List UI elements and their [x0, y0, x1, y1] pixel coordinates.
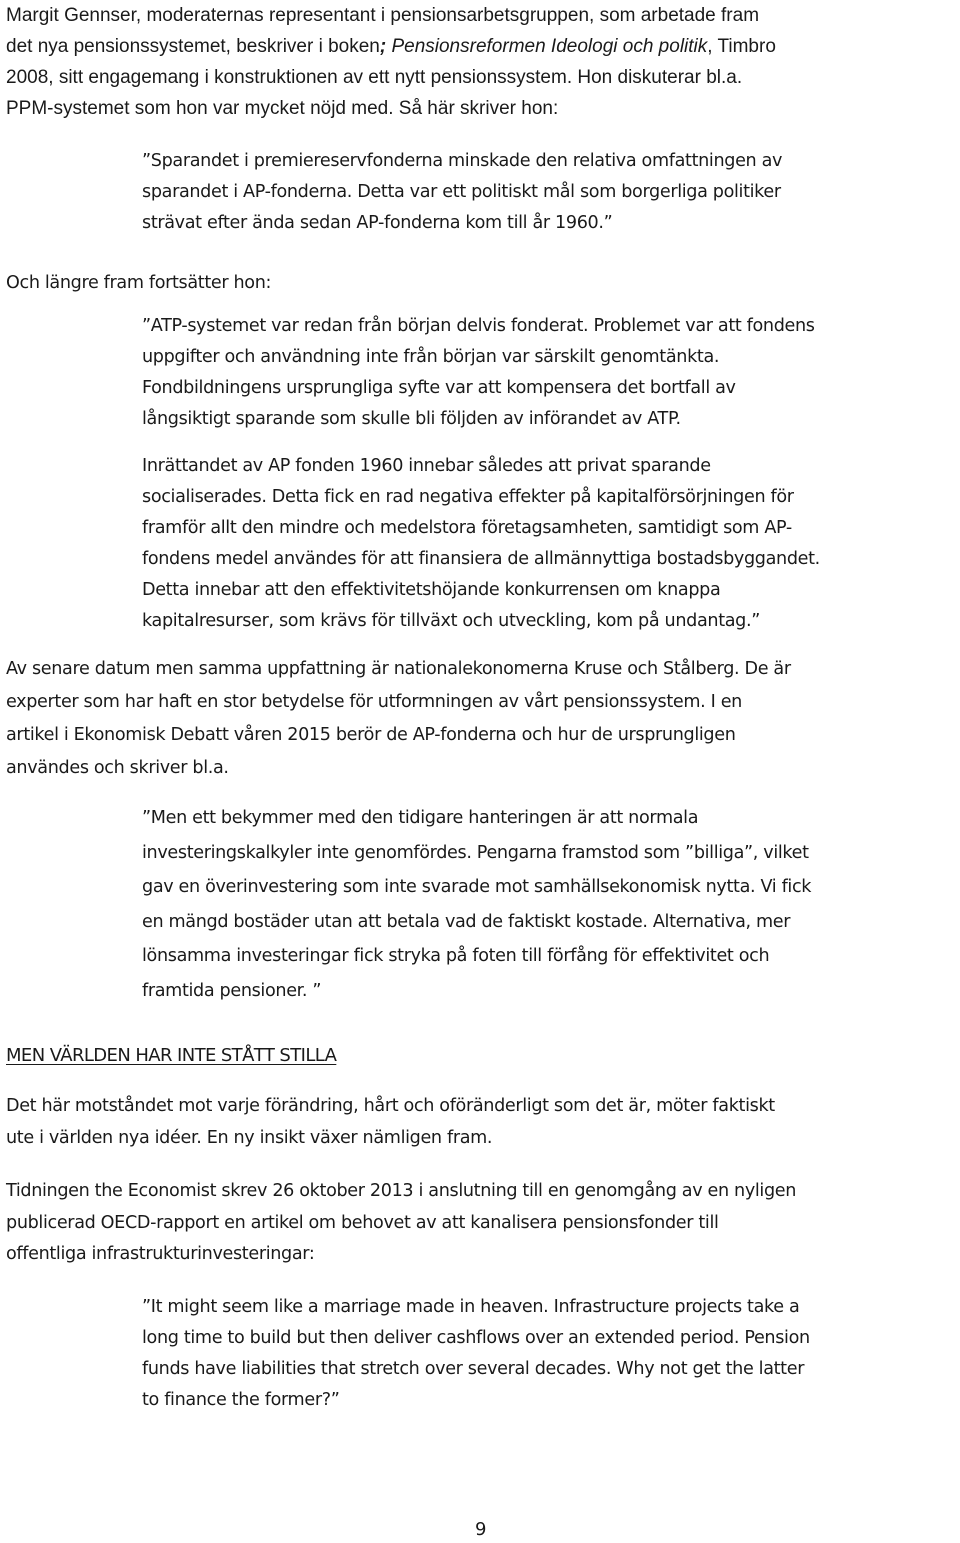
text-line: Tidningen the Economist skrev 26 oktober 2013 i anslutning till en genomgång av en nyligen — [6, 1181, 797, 1201]
text-line: kapitalresurser, som krävs för tillväxt och utveckling, kom på undantag.” — [142, 611, 761, 631]
semicolon: ; — [379, 36, 387, 57]
text-line: Av senare datum men samma uppfattning är nationalekonomerna Kruse och Stålberg. De är — [6, 659, 791, 679]
text-line: socialiserades. Detta fick en rad negativa effekter på kapitalförsörjningen för — [142, 487, 794, 507]
block-quote — [142, 451, 957, 637]
block-quote — [142, 1292, 957, 1416]
text-line: ute i världen nya idéer. En ny insikt växer nämligen fram. — [6, 1127, 493, 1148]
text-line: strävat efter ända sedan AP-fonderna kom till år 1960.” — [142, 213, 613, 233]
intro-paragraph — [6, 0, 956, 124]
continuation-text: Och längre fram fortsätter hon: — [6, 273, 272, 293]
text-line: långsiktigt sparande som skulle bli följden av införandet av ATP. — [142, 409, 681, 429]
body-paragraph — [6, 1091, 956, 1154]
text-line: to finance the former?” — [142, 1390, 340, 1410]
text-line: gav en överinvestering som inte svarade mot samhällsekonomisk nytta. Vi fick — [142, 877, 812, 897]
text-line: Inrättandet av AP fonden 1960 innebar således att privat sparande — [142, 456, 711, 476]
book-title: Pensionsreformen Ideologi och politik — [386, 36, 708, 57]
text-line: artikel i Ekonomisk Debatt våren 2015 berör de AP-fonderna och hur de ursprungligen — [6, 725, 736, 745]
text-line: Margit Gennser, moderaternas representant i pensionsarbetsgruppen, som arbetade fram — [6, 5, 760, 26]
text-line: Detta innebar att den effektivitetshöjande konkurrensen om knappa — [142, 580, 721, 600]
text-line: användes och skriver bl.a. — [6, 758, 229, 778]
text-line: Fondbildningens ursprungliga syfte var att kompensera det bortfall av — [142, 378, 736, 398]
body-paragraph — [6, 1176, 956, 1271]
text-line: ”Sparandet i premiereservfonderna minskade den relativa omfattningen av — [142, 151, 783, 171]
text-line: ”It might seem like a marriage made in heaven. Infrastructure projects take a — [142, 1297, 800, 1317]
text-line: funds have liabilities that stretch over several decades. Why not get the latter — [142, 1359, 805, 1379]
text-line: experter som har haft en stor betydelse för utformningen av vårt pensionssystem. I en — [6, 692, 742, 712]
body-paragraph — [6, 653, 956, 785]
text-line: PPM-systemet som hon var mycket nöjd med. Så här skriver hon: — [6, 98, 559, 119]
text-line: sparandet i AP-fonderna. Detta var ett politiskt mål som borgerliga politiker — [142, 182, 781, 202]
text-line: framtida pensioner. ” — [142, 980, 322, 1001]
text-line: investeringskalkyler inte genomfördes. Pengarna framstod som ”billiga”, vilket — [142, 842, 809, 863]
text-line: fondens medel användes för att finansiera de allmännyttiga bostadsbyggandet. — [142, 549, 820, 569]
text-span: det nya pensionssystemet, beskriver i boken — [6, 36, 380, 57]
text-line: lönsamma investeringar fick stryka på foten till förfång för effektivitet och — [142, 946, 770, 966]
text-line: publicerad OECD-rapport en artikel om behovet av att kanalisera pensionsfonder till — [6, 1212, 719, 1233]
block-quote — [142, 801, 957, 1008]
text-span: , Timbro — [707, 36, 776, 57]
text-line: long time to build but then deliver cashflows over an extended period. Pension — [142, 1328, 810, 1348]
text-line: offentliga infrastrukturinvesteringar: — [6, 1244, 315, 1264]
section-heading: MEN VÄRLDEN HAR INTE STÅTT STILLA — [6, 1045, 337, 1066]
text-line — [6, 31, 956, 62]
text-line: framför allt den mindre och medelstora företagsamheten, samtidigt som AP- — [142, 518, 792, 538]
block-quote — [142, 311, 960, 435]
text-line: Det här motståndet mot varje förändring, hårt och oföränderligt som det är, möter faktiskt — [6, 1096, 775, 1116]
block-quote — [142, 146, 957, 239]
text-line: ”ATP-systemet var redan från början delvis fonderat. Problemet var att fondens — [142, 316, 815, 336]
text-line: 2008, sitt engagemang i konstruktionen av ett nytt pensionssystem. Hon diskuterar bl.a. — [6, 67, 743, 88]
text-line: uppgifter och användning inte från början var särskilt genomtänkta. — [142, 347, 720, 367]
page-number: 9 — [475, 1519, 487, 1540]
text-line: en mängd bostäder utan att betala vad de faktiskt kostade. Alternativa, mer — [142, 911, 791, 932]
text-line: ”Men ett bekymmer med den tidigare hanteringen är att normala — [142, 808, 699, 828]
